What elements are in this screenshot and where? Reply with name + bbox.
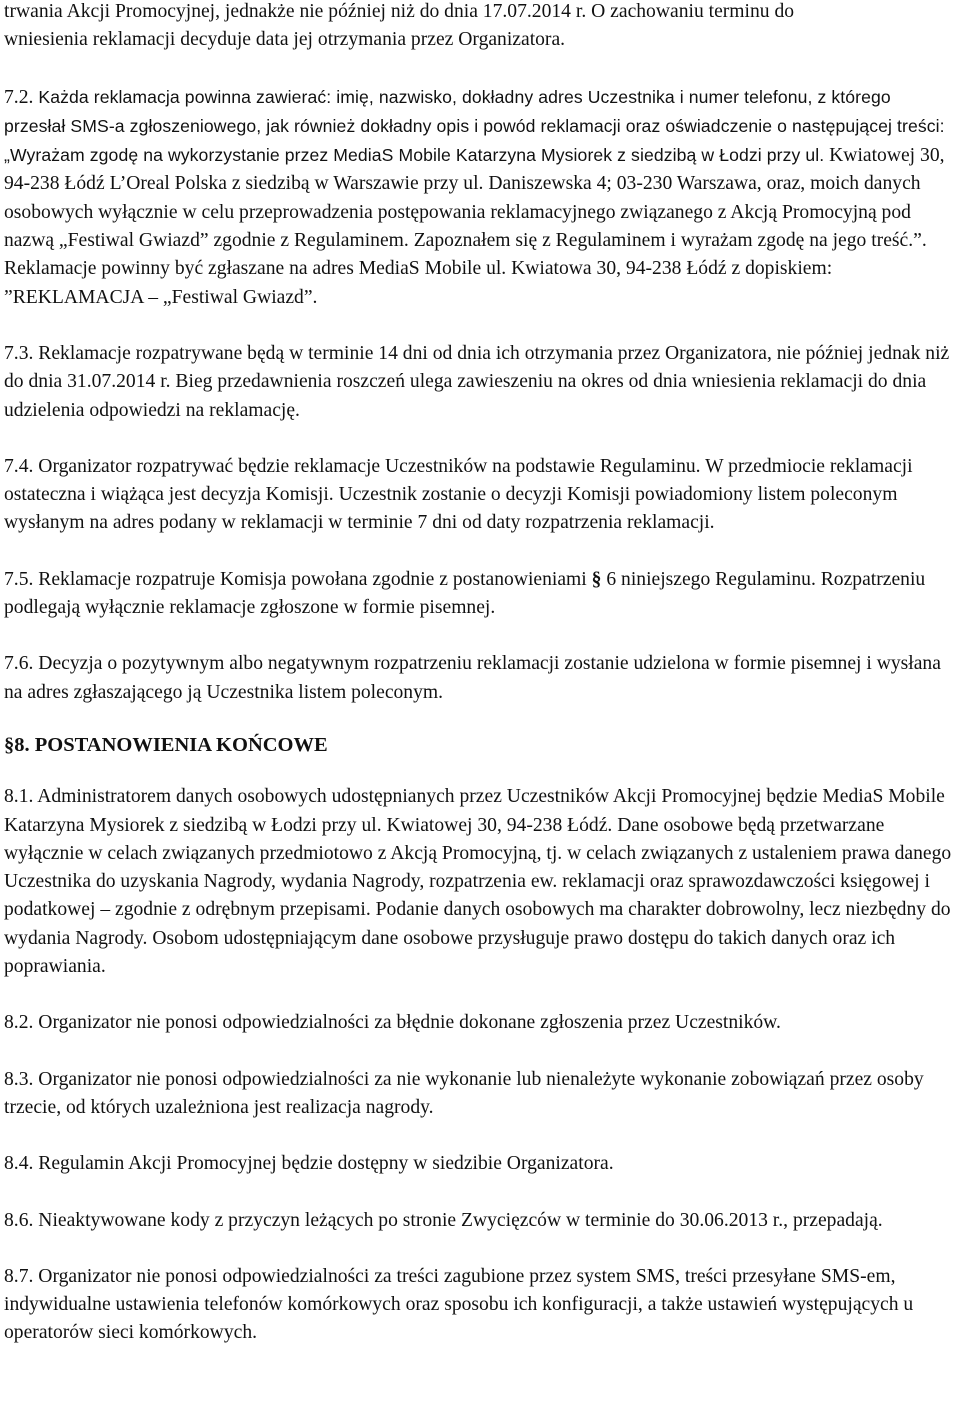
paragraph-8-3: 8.3. Organizator nie ponosi odpowiedzialności za nie wykonanie lub nienależyte wykonanie zobowiązań przez osoby trzecie, od których uzależniona jest realizacja nagrody. — [4, 1068, 924, 1118]
paragraph-7-5 — [4, 566, 954, 623]
paragraph-intro — [4, 0, 954, 55]
paragraph-7-5-part-2: 6 niniejszego Regulaminu. Rozpatrzeniu podlegają wyłącznie reklamacje zgłoszone w formie pisemnej. — [4, 568, 926, 619]
section-8-heading: §8. POSTANOWIENIA KOŃCOWE — [4, 733, 328, 756]
paragraph-7-6: 7.6. Decyzja o pozytywnym albo negatywnym rozpatrzeniu reklamacji zostanie udzielona w formie pisemnej i wysłana na adres zgłaszającego ją Uczestnika listem poleconym. — [4, 653, 941, 703]
paragraph-7-4: 7.4. Organizator rozpatrywać będzie reklamacje Uczestników na podstawie Regulaminu. W przedmiocie reklamacji ostateczna i wiążąca jest decyzja Komisji. Uczestnik zostanie o decyzji Komisji powiadomiony listem poleconym wysłanym na adres podany w reklamacji w terminie 7 dni od daty rozpatrzenia reklamacji. — [4, 455, 913, 534]
paragraph-7-5-part-1: 7.5. Reklamacje rozpatruje Komisja powołana zgodnie z postanowieniami — [4, 568, 592, 590]
paragraph-8-1: 8.1. Administratorem danych osobowych udostępnianych przez Uczestników Akcji Promocyjnej będzie MediaS Mobile Katarzyna Mysiorek z siedzibą w Łodzi przy ul. Kwiatowej 30, 94-238 Łódź. Dane osobowe będą przetwarzane wyłącznie w celach związanych przedmiotowo z Akcją Promocyjną, tj. w celach związanych z ustaleniem prawa danego Uczestnika do uzyskania Nagrody, wydania Nagrody, rozpatrzenia ew. reklamacji oraz sprawozdawczości księgowej i podatkowej – zgodnie z odrębnym przepisami. Podanie danych osobowych ma charakter dobrowolny, lecz niezbędny do wydania Nagrody. Osobom udostępniającym dane osobowe przysługuje prawo dostępu do takich danych oraz ich poprawiania. — [4, 786, 952, 978]
section-sign: § — [591, 568, 602, 590]
intro-line-2: wniesienia reklamacji decyduje data jej otrzymania przez Organizatora. — [4, 29, 566, 51]
paragraph-7-2-number: 7.2. — [4, 86, 34, 108]
intro-line-1: trwania Akcji Promocyjnej, jednakże nie później niż do dnia 17.07.2014 r. O zachowaniu terminu do — [4, 1, 795, 22]
paragraph-7-3: 7.3. Reklamacje rozpatrywane będą w terminie 14 dni od dnia ich otrzymania przez Organizatora, nie później jednak niż do dnia 31.07.2014 r. Bieg przedawnienia roszczeń ulega zawieszeniu na okres od dnia wniesienia reklamacji do dnia udzielenia odpowiedzi na reklamację. — [4, 342, 950, 421]
paragraph-8-4: 8.4. Regulamin Akcji Promocyjnej będzie dostępny w siedzibie Organizatora. — [4, 1153, 614, 1175]
paragraph-8-7: 8.7. Organizator nie ponosi odpowiedzialności za treści zagubione przez system SMS, treści przesyłane SMS-em, indywidualne ustawienia telefonów komórkowych oraz sposobu ich konfiguracji, a także ustawień występujących u operatorów sieci komórkowych. — [4, 1265, 914, 1344]
document-page — [4, 0, 954, 1348]
paragraph-8-6: 8.6. Nieaktywowane kody z przyczyn leżących po stronie Zwycięzców w terminie do 30.06.2013 r., przepadają. — [4, 1209, 883, 1231]
paragraph-7-2-sans-part: Każda reklamacja powinna zawierać: imię, nazwisko, dokładny adres Uczestnika i numer telefonu, z którego przesłał SMS-a zgłoszeniowego, jak również dokładny opis i powód reklamacji oraz oświadczenie o następującej treści: „Wyrażam zgodę na wykorzystanie przez MediaS Mobile Katarzyna Mysiorek z siedzibą w Łodzi przy ul. — [4, 86, 945, 166]
paragraph-7-2-part-3: Daniszewska 4; 03-230 Warszawa, oraz, moich danych osobowych wyłącznie w celu przeprowadzenia postępowania reklamacyjnego związanego z Akcją Promocyjną pod nazwą „Festiwal Gwiazd” zgodnie z Regulaminem. Zapoznałem się z Regulaminem i wyrażam zgodę na jego treść.”. Reklamacje powinny być zgłaszane na adres MediaS Mobile ul. Kwiatowa 30, 94-238 Łódź z dopiskiem: ”REKLAMACJA – „Festiwal Gwiazd”. — [4, 173, 927, 308]
paragraph-8-2: 8.2. Organizator nie ponosi odpowiedzialności za błędnie dokonane zgłoszenia przez Uczestników. — [4, 1012, 781, 1034]
paragraph-7-2-part-2: Kwiatowej 30, 94-238 Łódź L’Oreal Polska z siedzibą w Warszawie przy ul. — [4, 145, 945, 195]
paragraph-7-2 — [4, 83, 954, 312]
